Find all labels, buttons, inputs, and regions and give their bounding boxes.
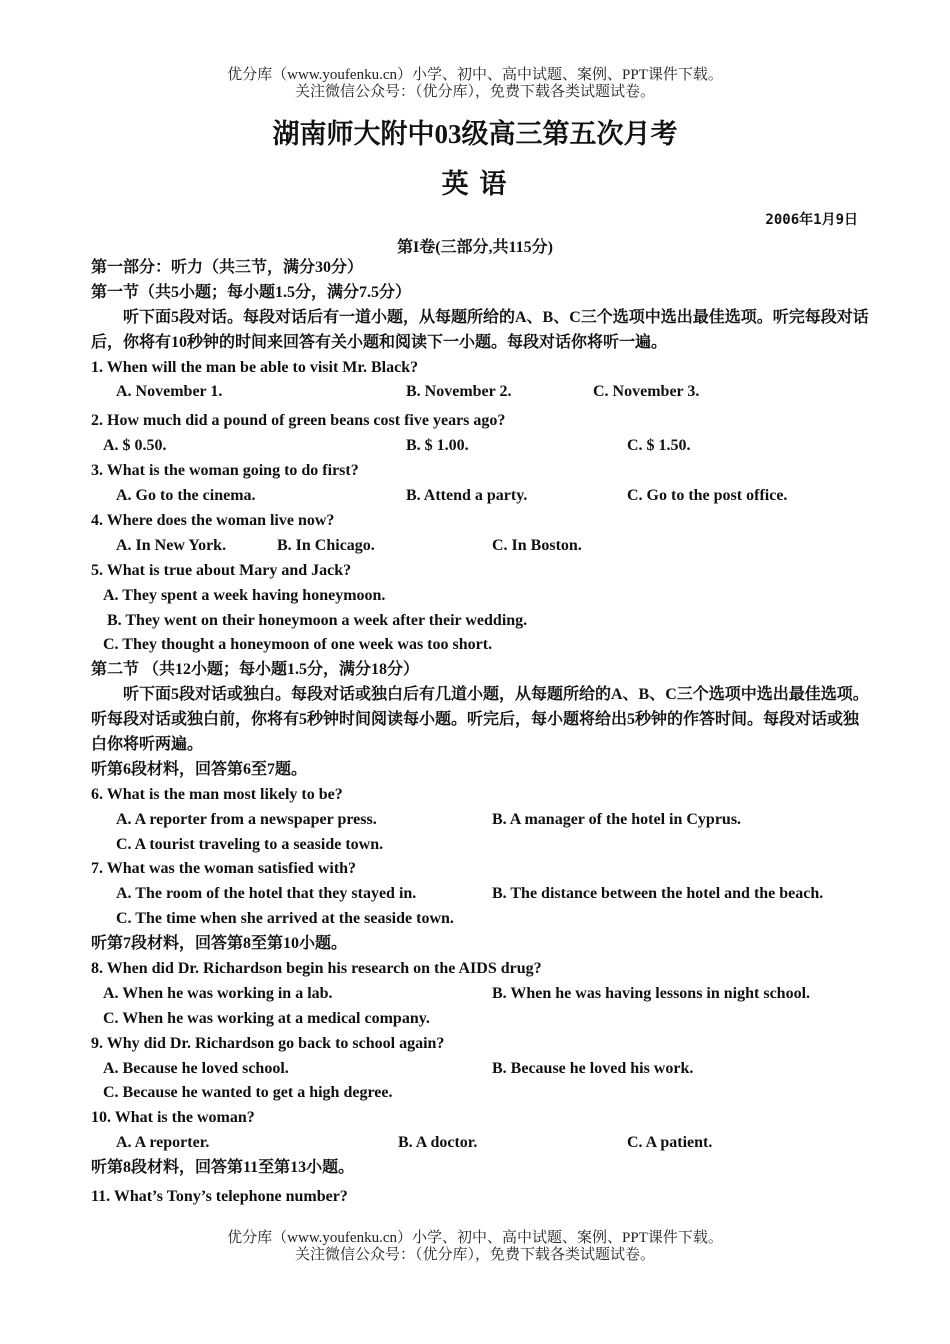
watermark-bottom xyxy=(0,1230,950,1264)
exam-date: 2006年1月9日 xyxy=(765,212,858,228)
part1-title: 第一部分：听力（共三节，满分30分） xyxy=(91,259,364,276)
option-b: B. $ 1.00. xyxy=(406,437,469,455)
options-2 xyxy=(91,434,871,459)
watermark-top xyxy=(0,67,950,101)
option-b: B. When he was having lessons in night school. xyxy=(492,984,811,1002)
exam-title: 湖南师大附中03级高三第五次月考 xyxy=(272,119,678,149)
options-9 xyxy=(91,1057,871,1082)
option-6c: C. A tourist traveling to a seaside town. xyxy=(116,835,384,853)
options-4 xyxy=(91,534,871,559)
question-3: 3. What is the woman going to do first? xyxy=(91,462,359,480)
question-4: 4. Where does the woman live now? xyxy=(91,511,335,529)
section1-title: 第一节（共5小题；每小题1.5分，满分7.5分） xyxy=(91,283,412,301)
question-1: 1. When will the man be able to visit Mr. Black? xyxy=(91,358,419,376)
section2-title: 第二节 （共12小题；每小题1.5分，满分18分） xyxy=(91,661,420,679)
option-b: B. Attend a party. xyxy=(406,487,528,505)
options-3 xyxy=(91,484,871,509)
option-c: C. Go to the post office. xyxy=(627,487,788,505)
option-7c: C. The time when she arrived at the seaside town. xyxy=(116,910,454,928)
option-b: B. In Chicago. xyxy=(277,536,375,554)
volume-title: 第I卷(三部分,共115分) xyxy=(396,239,553,256)
option-b: B. A manager of the hotel in Cyprus. xyxy=(492,810,742,828)
option-a: A. November 1. xyxy=(116,383,223,401)
option-a: A. The room of the hotel that they stayed in. xyxy=(116,885,417,903)
options-1 xyxy=(91,380,871,405)
watermark-line-1: 优分库（www.youfenku.cn）小学、初中、高中试题、案例、PPT课件下载。 xyxy=(227,1230,723,1246)
section2-instructions: 听下面5段对话或独白。每段对话或独白后有几道小题，从每题所给的A、B、C三个选项中选出最佳选项。听每段对话或独白前，你将有5秒钟时间阅读每小题。听完后，每小题将给出5秒钟的作答时间。每段对话或独白你将听两遍。 xyxy=(91,686,869,753)
option-c: C. November 3. xyxy=(593,383,700,401)
option-a: A. Because he loved school. xyxy=(103,1059,289,1077)
option-b: B. Because he loved his work. xyxy=(492,1059,694,1077)
option-a: A. Go to the cinema. xyxy=(116,487,256,505)
option-a: A. When he was working in a lab. xyxy=(103,984,333,1002)
watermark-line-2: 关注微信公众号：（优分库），免费下载各类试题试卷。 xyxy=(294,84,655,100)
exam-content xyxy=(91,256,871,1210)
option-b: B. A doctor. xyxy=(398,1134,478,1152)
question-7: 7. What was the woman satisfied with? xyxy=(91,860,357,878)
option-a: A. A reporter. xyxy=(116,1134,210,1152)
options-7 xyxy=(91,882,871,907)
question-10: 10. What is the woman? xyxy=(91,1109,255,1127)
option-c: C. A patient. xyxy=(627,1134,713,1152)
option-c: C. In Boston. xyxy=(492,536,582,554)
option-5c: C. They thought a honeymoon of one week was too short. xyxy=(103,636,493,654)
material-8: 听第8段材料，回答第11至第13小题。 xyxy=(91,1159,355,1177)
option-5b: B. They went on their honeymoon a week after their wedding. xyxy=(107,611,528,629)
options-10 xyxy=(91,1131,871,1156)
option-a: A. $ 0.50. xyxy=(103,437,167,455)
option-9c: C. Because he wanted to get a high degree. xyxy=(103,1084,393,1102)
question-8: 8. When did Dr. Richardson begin his research on the AIDS drug? xyxy=(91,960,542,978)
question-9: 9. Why did Dr. Richardson go back to school again? xyxy=(91,1034,445,1052)
options-6 xyxy=(91,808,871,833)
question-2: 2. How much did a pound of green beans cost five years ago? xyxy=(91,412,506,430)
question-5: 5. What is true about Mary and Jack? xyxy=(91,561,352,579)
option-b: B. November 2. xyxy=(406,383,512,401)
subject-title: 英 语 xyxy=(441,169,509,199)
question-11: 11. What’s Tony’s telephone number? xyxy=(91,1188,348,1206)
section1-instructions: 听下面5段对话。每段对话后有一道小题，从每题所给的A、B、C三个选项中选出最佳选项。听完每段对话后，你将有10秒钟的时间来回答有关小题和阅读下一小题。每段对话你将听一遍。 xyxy=(91,308,869,351)
question-6: 6. What is the man most likely to be? xyxy=(91,785,343,803)
option-a: A. A reporter from a newspaper press. xyxy=(116,810,377,828)
option-b: B. The distance between the hotel and the beach. xyxy=(492,885,824,903)
option-5a: A. They spent a week having honeymoon. xyxy=(103,586,386,604)
option-c: C. $ 1.50. xyxy=(627,437,691,455)
option-8c: C. When he was working at a medical company. xyxy=(103,1009,430,1027)
material-7: 听第7段材料，回答第8至第10小题。 xyxy=(91,935,348,953)
watermark-line-2: 关注微信公众号：（优分库），免费下载各类试题试卷。 xyxy=(294,1247,655,1263)
options-8 xyxy=(91,982,871,1007)
option-a: A. In New York. xyxy=(116,536,227,554)
watermark-line-1: 优分库（www.youfenku.cn）小学、初中、高中试题、案例、PPT课件下载。 xyxy=(227,67,723,83)
material-6: 听第6段材料，回答第6至7题。 xyxy=(91,760,308,778)
